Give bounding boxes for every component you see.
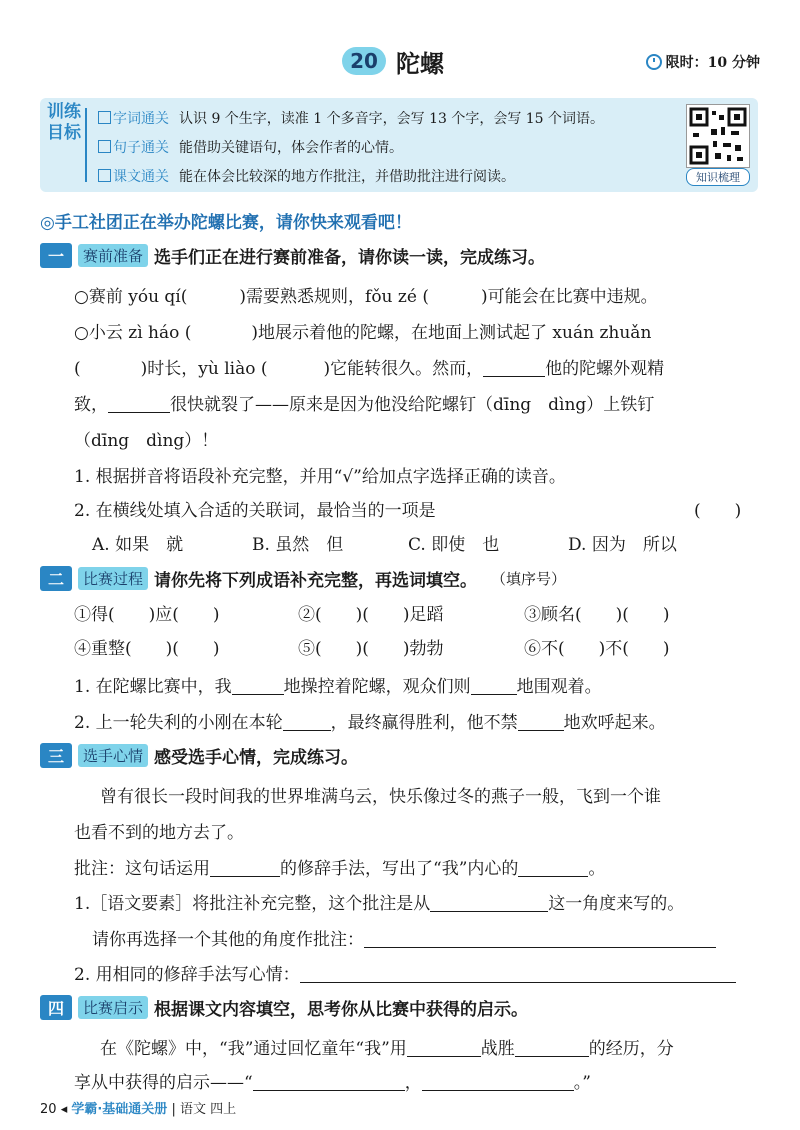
idiom-item: ③顾名( )( )	[524, 605, 670, 625]
goal-row	[98, 166, 515, 186]
section-number: 二	[40, 566, 72, 591]
text: （dīng dìng）！	[74, 431, 219, 451]
section-title: 根据课文内容填空，思考你从比赛中获得的启示。	[154, 1000, 529, 1020]
text: ○赛前 yóu qí(	[74, 287, 188, 307]
goal-tag: 字词通关	[98, 108, 169, 128]
idiom-item: ④重整( )( )	[74, 639, 220, 659]
text: 战胜	[480, 1039, 515, 1059]
fill-question-1	[74, 672, 602, 697]
time-limit-text: 限时：10 分钟	[665, 55, 760, 71]
text: )需要熟悉规则，fǒu zé (	[239, 287, 429, 307]
text: )可能会在比赛中违规。	[480, 287, 658, 307]
text: 的经历，分	[588, 1039, 674, 1059]
section-number: 四	[40, 995, 72, 1020]
section-number: 一	[40, 243, 72, 268]
text: )它能转很久。然而，	[323, 359, 484, 379]
text: 地围观着。	[516, 677, 602, 697]
question-2: 2. 在横线处填入合适的关联词，最恰当的一项是	[74, 501, 436, 521]
question-2	[74, 960, 736, 985]
section-2-heading	[40, 566, 566, 591]
text: 的修辞手法，写出了“我”内心的	[280, 859, 519, 879]
goals-label: 训练目标	[47, 102, 81, 143]
answer-blank[interactable]	[422, 1073, 574, 1091]
text: 地欢呼起来。	[563, 713, 666, 733]
option-c[interactable]: C. 即使 也	[408, 535, 500, 555]
text: )时长，yù liào (	[140, 359, 268, 379]
section-1-heading	[40, 243, 545, 268]
passage-line	[74, 426, 218, 451]
time-limit	[646, 52, 760, 72]
question-1: 1. 根据拼音将语段补充完整，并用“√”给加点字选择正确的读音。	[74, 467, 566, 487]
goal-row	[98, 108, 604, 128]
subject-label: | 语文 四上	[171, 1102, 237, 1117]
section-3-heading	[40, 743, 358, 768]
answer-blank[interactable]	[210, 859, 280, 877]
question-1	[74, 889, 684, 914]
section-tag: 比赛过程	[78, 567, 148, 590]
passage-line	[74, 282, 658, 307]
answer-blank[interactable]	[283, 713, 331, 731]
question-1-cont	[92, 925, 716, 950]
text: 很快就裂了——原来是因为他没给陀螺钉（dīng dìng）上铁钉	[170, 395, 655, 415]
text: 。	[588, 859, 606, 879]
text: 请你再选择一个其他的角度作批注：	[92, 930, 364, 950]
text: ○小云 zì háo (	[74, 323, 192, 343]
training-goals-box	[40, 98, 758, 192]
text: 。”	[573, 1073, 591, 1093]
text: 2. 用相同的修辞手法写心情：	[74, 965, 300, 985]
answer-blank[interactable]	[300, 965, 736, 983]
idiom-item: ⑤( )( )勃勃	[298, 639, 444, 659]
answer-blank[interactable]	[483, 359, 545, 377]
goal-tag: 句子通关	[98, 137, 169, 157]
text: ，最终赢得胜利，他不禁	[330, 713, 518, 733]
text: )地展示着他的陀螺，在地面上测试起了 xuán zhuǎn	[251, 323, 652, 343]
page-footer	[40, 1098, 236, 1117]
option-d[interactable]: D. 因为 所以	[568, 535, 677, 555]
annotation-line	[74, 854, 605, 879]
text: 在《陀螺》中，“我”通过回忆童年“我”用	[100, 1039, 407, 1059]
lesson-number-badge: 20	[342, 47, 386, 75]
idiom-item: ①得( )应( )	[74, 605, 220, 625]
section-tag: 赛前准备	[78, 244, 148, 267]
quote-line: 曾有很长一段时间我的世界堆满乌云，快乐像过冬的燕子一般，飞到一个谁	[100, 787, 661, 807]
answer-blank[interactable]	[518, 713, 564, 731]
answer-blank[interactable]	[253, 1073, 405, 1091]
fill-question-2	[74, 708, 666, 733]
answer-blank[interactable]	[364, 930, 716, 948]
text: 致，	[74, 395, 108, 415]
qr-label: 知识梳理	[686, 168, 750, 186]
intro-text: ◎手工社团正在举办陀螺比赛，请你快来观看吧！	[40, 213, 412, 233]
section-note: （填序号）	[491, 570, 567, 588]
section-title: 感受选手心情，完成练习。	[154, 748, 359, 768]
passage-line	[74, 354, 664, 379]
goal-tag: 课文通关	[98, 166, 169, 186]
section-title: 请你先将下列成语补充完整，再选词填空。	[154, 571, 478, 591]
quote-line: 也看不到的地方去了。	[74, 823, 244, 843]
answer-blank[interactable]	[518, 859, 588, 877]
passage-line	[74, 390, 654, 415]
goal-text: 能借助关键语句，体会作者的心情。	[179, 140, 403, 156]
clock-icon	[646, 54, 662, 70]
page-number: 20	[40, 1102, 57, 1117]
qr-code-icon[interactable]	[686, 104, 750, 168]
text: 他的陀螺外观精	[545, 359, 665, 379]
answer-blank[interactable]	[232, 677, 284, 695]
fill-line	[100, 1034, 674, 1059]
answer-paren[interactable]: ( )	[694, 501, 742, 521]
goal-row	[98, 137, 403, 157]
answer-blank[interactable]	[430, 894, 548, 912]
text: 2. 上一轮失利的小刚在本轮	[74, 713, 283, 733]
option-b[interactable]: B. 虽然 但	[252, 535, 344, 555]
text: ，	[404, 1073, 422, 1093]
goal-text: 能在体会比较深的地方作批注，并借助批注进行阅读。	[179, 169, 515, 185]
goal-text: 认识 9 个生字，读准 1 个多音字，会写 13 个字，会写 15 个词语。	[179, 111, 605, 127]
text: 1.［语文要素］将批注补充完整，这个批注是从	[74, 894, 431, 914]
option-a[interactable]: A. 如果 就	[92, 535, 184, 555]
section-4-heading	[40, 995, 528, 1020]
section-tag: 比赛启示	[78, 996, 148, 1019]
brand-name: 学霸·基础通关册	[71, 1102, 168, 1117]
section-title: 选手们正在进行赛前准备，请你读一读，完成练习。	[154, 248, 546, 268]
answer-blank[interactable]	[471, 677, 517, 695]
text: 1. 在陀螺比赛中，我	[74, 677, 232, 697]
arrow-icon: ◂	[60, 1102, 68, 1117]
goals-divider	[85, 108, 87, 182]
section-number: 三	[40, 743, 72, 768]
fill-line	[74, 1068, 591, 1093]
answer-blank[interactable]	[407, 1039, 481, 1057]
idiom-item: ⑥不( )不( )	[524, 639, 670, 659]
answer-blank[interactable]	[108, 395, 170, 413]
text: 这一角度来写的。	[548, 894, 685, 914]
text: 享从中获得的启示——“	[74, 1073, 253, 1093]
text: 批注：这句话运用	[74, 859, 210, 879]
text: (	[74, 359, 81, 379]
section-tag: 选手心情	[78, 744, 148, 767]
answer-blank[interactable]	[515, 1039, 589, 1057]
text: 地操控着陀螺，观众们则	[283, 677, 471, 697]
passage-line	[74, 318, 651, 343]
lesson-title: 陀螺	[396, 50, 444, 78]
idiom-item: ②( )( )足蹈	[298, 605, 444, 625]
